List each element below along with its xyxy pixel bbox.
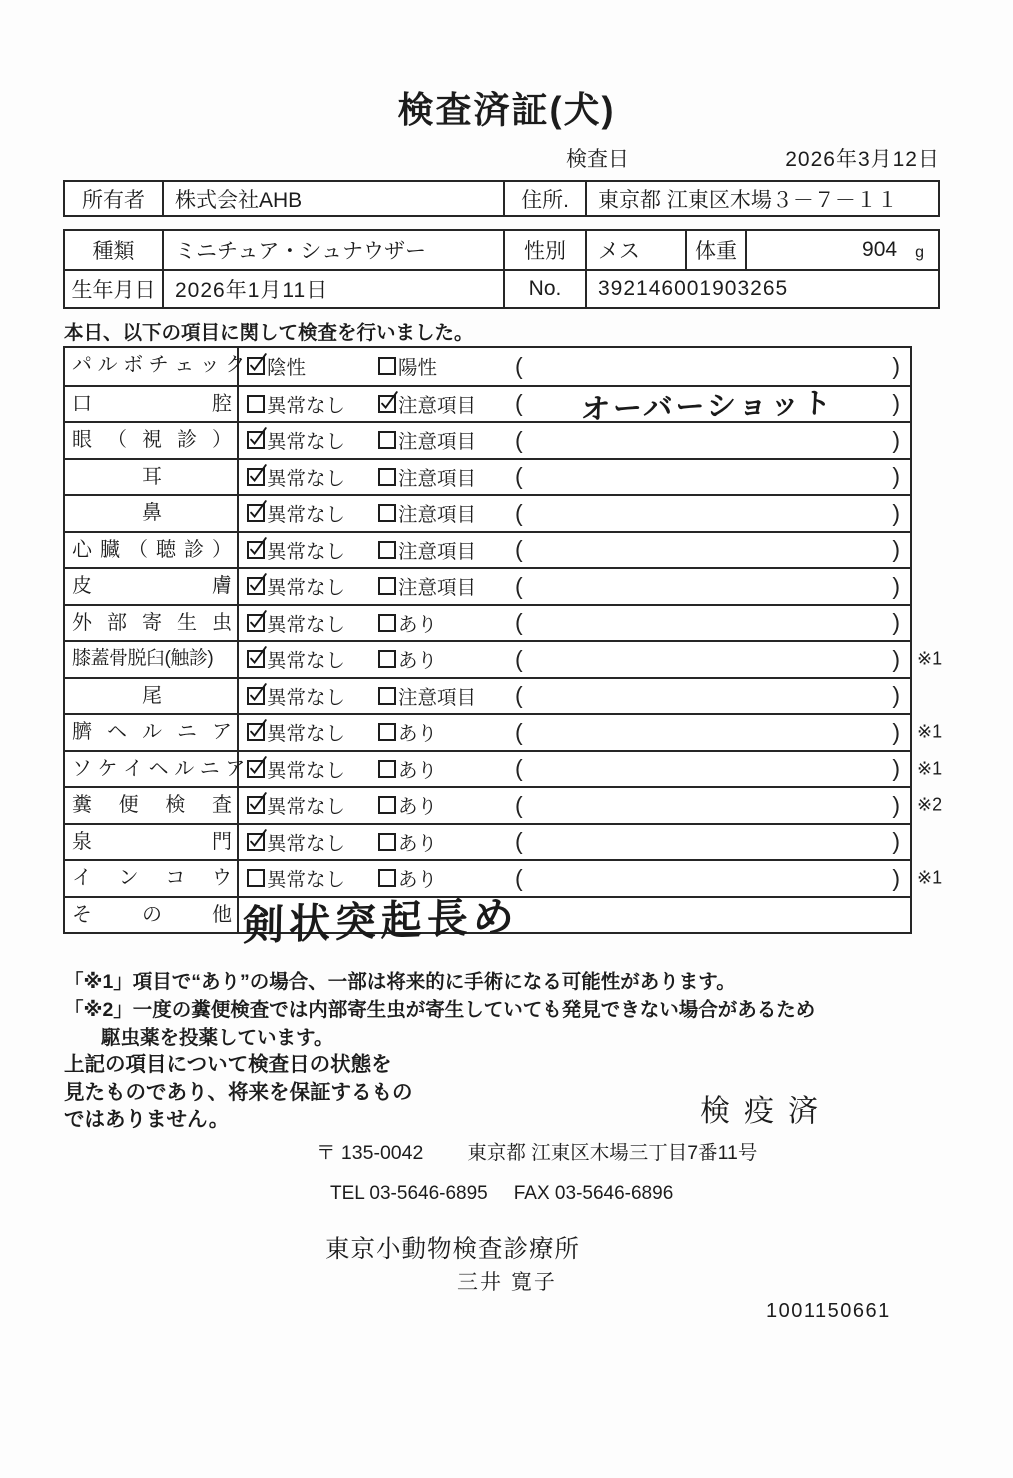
checklist-item-label: 臍 ヘ ル ニ ア <box>65 715 239 750</box>
paren-open-glyph: ( <box>515 426 523 453</box>
pet-info-table <box>63 229 940 309</box>
result-option-1 <box>247 463 378 491</box>
checklist-item-label: 耳 <box>65 460 239 495</box>
result-option-1 <box>247 499 378 527</box>
check-mark-icon <box>249 579 263 593</box>
paren-open-glyph: ( <box>515 791 523 818</box>
clinic-telfax-line <box>330 1183 673 1205</box>
paren-open-glyph: ( <box>515 572 523 599</box>
option-label: 異常なし <box>267 759 346 782</box>
option-label: あり <box>398 613 438 636</box>
inspection-date-label: 検査日 <box>566 148 629 171</box>
checkbox-icon <box>378 833 396 851</box>
paren-close-glyph: ) <box>892 791 900 818</box>
remarks-field <box>515 427 910 454</box>
remarks-field <box>515 865 910 892</box>
checklist-item-result <box>239 533 910 568</box>
checklist-item-result <box>239 423 910 458</box>
examiner-name: 三井 寛子 <box>457 1271 557 1294</box>
checklist-item-label: パ ル ボ チ ェ ッ ク <box>65 348 239 385</box>
checklist-item-label: 膝蓋骨脱臼(触診) <box>65 642 239 677</box>
result-option-1 <box>247 791 378 819</box>
inspection-date-value: 2026年3月12日 <box>785 148 940 171</box>
checklist-item-result <box>239 752 910 787</box>
checkbox-icon <box>378 468 396 486</box>
check-mark-icon <box>249 470 263 484</box>
remarks-field <box>515 353 910 380</box>
checkbox-icon <box>378 869 396 887</box>
option-label: 異常なし <box>267 832 346 855</box>
paren-open-glyph: ( <box>515 718 523 745</box>
check-mark-icon <box>249 359 263 373</box>
option-label: 異常なし <box>267 796 346 819</box>
result-option-2 <box>378 682 515 710</box>
remarks-field <box>515 383 910 427</box>
remarks-field <box>515 500 910 527</box>
remarks-field <box>515 646 910 673</box>
option-label: 注意項目 <box>398 577 477 600</box>
paren-close-glyph: ) <box>892 463 900 490</box>
checklist-item-label: 皮 膚 <box>65 569 239 604</box>
owner-address-value: 東京都 江東区木場３－７－１１ <box>598 188 898 212</box>
paren-open-glyph: ( <box>515 755 523 782</box>
result-option-1 <box>247 426 378 454</box>
checkbox-icon <box>378 614 396 632</box>
remarks-field <box>515 719 910 746</box>
checklist-item-result <box>239 642 910 677</box>
disclaimer-line-1: 上記の項目について検査日の状態を <box>64 1053 392 1076</box>
result-option-1 <box>247 572 378 600</box>
result-option-1 <box>247 609 378 637</box>
paren-open-glyph: ( <box>515 645 523 672</box>
paren-open-glyph: ( <box>515 682 523 709</box>
result-option-2 <box>378 718 515 746</box>
result-option-2 <box>378 352 515 380</box>
paren-close-glyph: ) <box>892 390 900 417</box>
checkbox-icon <box>378 650 396 668</box>
checklist-item-label: 鼻 <box>65 496 239 531</box>
result-option-2 <box>378 828 515 856</box>
check-mark-icon <box>249 762 263 776</box>
checkbox-icon <box>378 541 396 559</box>
result-option-2 <box>378 791 515 819</box>
option-label: 陽性 <box>398 357 438 380</box>
checklist-row <box>65 786 943 823</box>
remarks-field <box>515 609 910 636</box>
checklist-item-label: そ の 他 <box>65 898 239 933</box>
checklist-table <box>63 346 943 950</box>
certificate-title: 検査済証(犬) <box>397 89 616 130</box>
remarks-field <box>515 682 910 709</box>
row-footnote-ref: ※1 <box>917 758 943 779</box>
remarks-slot <box>523 383 893 427</box>
handwritten-note: 剣状突起長め <box>242 893 520 950</box>
result-option-2 <box>378 572 515 600</box>
remarks-field <box>515 536 910 563</box>
breed-value: ミニチュア・シュナウザー <box>164 231 505 269</box>
checklist-row <box>65 567 910 604</box>
checklist-row <box>65 531 910 568</box>
checklist-item-label: 泉 門 <box>65 825 239 860</box>
result-option-2 <box>378 755 515 783</box>
paren-close-glyph: ) <box>892 718 900 745</box>
option-label: 注意項目 <box>398 431 477 454</box>
checkbox-icon <box>247 395 265 413</box>
checkbox-icon <box>247 614 265 632</box>
result-option-2 <box>378 609 515 637</box>
option-label: 異常なし <box>267 869 346 892</box>
checklist-item-result <box>239 460 910 495</box>
weight-unit: g <box>915 243 924 261</box>
check-mark-icon <box>249 725 263 739</box>
serial-number: 1001150661 <box>766 1300 891 1322</box>
option-label: あり <box>398 869 438 892</box>
checkbox-icon <box>247 723 265 741</box>
paren-open-glyph: ( <box>515 609 523 636</box>
checklist-item-result <box>239 569 910 604</box>
checkbox-icon <box>378 796 396 814</box>
checklist-row <box>65 823 910 860</box>
owner-address-label: 住所. <box>505 182 587 215</box>
checklist-item-result <box>239 825 910 860</box>
checkbox-icon <box>247 577 265 595</box>
option-label: あり <box>398 650 438 673</box>
result-option-1 <box>247 536 378 564</box>
checklist-row <box>65 458 910 495</box>
result-option-2 <box>378 536 515 564</box>
option-label: 異常なし <box>267 394 346 417</box>
weight-value: 904 <box>862 238 898 261</box>
checklist-item-result <box>239 606 910 641</box>
check-mark-icon <box>249 616 263 630</box>
checkbox-icon <box>378 577 396 595</box>
checklist-item-result <box>239 387 910 427</box>
paren-close-glyph: ) <box>892 352 900 379</box>
checklist-row <box>65 604 910 641</box>
option-label: 異常なし <box>267 723 346 746</box>
checklist-row <box>65 348 910 385</box>
checkbox-icon <box>247 760 265 778</box>
row-footnote-ref: ※1 <box>917 721 943 742</box>
option-label: あり <box>398 759 438 782</box>
footnote-1: 「※1」項目で“あり”の場合、一部は将来的に手術になる可能性があります。 <box>64 971 736 993</box>
result-option-2 <box>378 390 515 418</box>
owner-table <box>63 180 940 217</box>
birth-label: 生年月日 <box>65 271 164 307</box>
footnote-2: 「※2」一度の糞便検査では内部寄生虫が寄生していても発見できない場合があるため <box>64 999 816 1021</box>
checklist-item-label: ソ ケ イ ヘ ル ニ ア <box>65 752 239 787</box>
paren-close-glyph: ) <box>892 755 900 782</box>
checklist-item-result <box>239 496 910 531</box>
remarks-field <box>515 463 910 490</box>
footnote-2-continued: 駆虫薬を投薬しています。 <box>101 1027 334 1049</box>
result-option-1 <box>247 682 378 710</box>
paren-close-glyph: ) <box>892 499 900 526</box>
paren-close-glyph: ) <box>892 609 900 636</box>
checklist-item-label: イ ン コ ウ <box>65 861 239 896</box>
paren-close-glyph: ) <box>892 864 900 891</box>
result-option-1 <box>247 718 378 746</box>
checklist-row <box>65 893 910 950</box>
checklist-row <box>65 677 910 714</box>
remarks-field <box>515 573 910 600</box>
checklist-item-label: 口 腔 <box>65 387 239 422</box>
result-option-1 <box>247 645 378 673</box>
remarks-field <box>515 792 910 819</box>
paren-open-glyph: ( <box>515 828 523 855</box>
check-mark-icon <box>249 835 263 849</box>
option-label: 注意項目 <box>398 394 477 417</box>
remarks-field <box>515 755 910 782</box>
option-label: 注意項目 <box>398 504 477 527</box>
pet-row-2 <box>65 269 938 307</box>
option-label: 異常なし <box>267 504 346 527</box>
option-label: 異常なし <box>267 686 346 709</box>
checklist-row <box>65 750 943 787</box>
pet-row-1 <box>65 231 938 269</box>
check-mark-icon <box>249 689 263 703</box>
paren-open-glyph: ( <box>515 390 523 417</box>
sex-label: 性別 <box>505 231 587 269</box>
check-mark-icon <box>249 798 263 812</box>
owner-name: 株式会社AHB <box>164 182 505 215</box>
checklist-item-result <box>239 679 910 714</box>
paren-close-glyph: ) <box>892 426 900 453</box>
check-mark-icon <box>249 543 263 557</box>
checklist-item-result <box>239 893 910 950</box>
checklist-item-label: 糞 便 検 査 <box>65 788 239 823</box>
handwritten-note: オーバーショット <box>579 387 835 427</box>
postal-code: 〒 135-0042 <box>316 1142 424 1164</box>
checkbox-icon <box>378 723 396 741</box>
result-option-2 <box>378 463 515 491</box>
result-option-1 <box>247 828 378 856</box>
checklist-item-result <box>239 348 910 385</box>
paren-open-glyph: ( <box>515 463 523 490</box>
id-no-label: No. <box>505 271 587 307</box>
birth-value: 2026年1月11日 <box>164 271 505 307</box>
checkbox-icon <box>247 504 265 522</box>
checklist-row <box>65 494 910 531</box>
result-option-2 <box>378 499 515 527</box>
option-label: 注意項目 <box>398 467 477 490</box>
breed-label: 種類 <box>65 231 164 269</box>
paren-open-glyph: ( <box>515 352 523 379</box>
paren-close-glyph: ) <box>892 572 900 599</box>
checklist-row <box>65 713 943 750</box>
check-mark-icon <box>249 652 263 666</box>
paren-close-glyph: ) <box>892 536 900 563</box>
checklist-item-result <box>239 715 910 750</box>
checkbox-icon <box>247 541 265 559</box>
checkbox-icon <box>247 357 265 375</box>
option-label: 異常なし <box>267 540 346 563</box>
checkbox-icon <box>247 431 265 449</box>
paren-close-glyph: ) <box>892 682 900 709</box>
checklist-item-label: 心 臓 （ 聴 診 ） <box>65 533 239 568</box>
checklist-row <box>65 640 943 677</box>
paren-open-glyph: ( <box>515 864 523 891</box>
result-option-2 <box>378 426 515 454</box>
checklist-item-result <box>239 788 910 823</box>
checkbox-icon <box>378 357 396 375</box>
weight-value-cell <box>747 231 938 269</box>
row-footnote-ref: ※1 <box>917 867 943 888</box>
paren-open-glyph: ( <box>515 499 523 526</box>
option-label: あり <box>398 796 438 819</box>
checkbox-icon <box>247 796 265 814</box>
checkbox-icon <box>247 869 265 887</box>
result-option-1 <box>247 352 378 380</box>
checklist-item-label: 外 部 寄 生 虫 <box>65 606 239 641</box>
option-label: 注意項目 <box>398 540 477 563</box>
row-footnote-ref: ※2 <box>917 794 943 815</box>
checklist-intro: 本日、以下の項目に関して検査を行いました。 <box>64 322 474 344</box>
checkbox-icon <box>378 504 396 522</box>
weight-label: 体重 <box>687 231 747 269</box>
checkbox-icon <box>247 468 265 486</box>
checklist-row <box>65 385 910 427</box>
option-label: 異常なし <box>267 650 346 673</box>
checkbox-icon <box>247 833 265 851</box>
checkbox-icon <box>378 431 396 449</box>
check-mark-icon <box>249 506 263 520</box>
check-mark-icon <box>249 433 263 447</box>
paren-open-glyph: ( <box>515 536 523 563</box>
id-no-value: 392146001903265 <box>598 277 789 300</box>
clinic-fax: FAX 03-5646-6896 <box>513 1183 674 1204</box>
quarantine-stamp: 検疫済 <box>700 1095 832 1128</box>
result-option-1 <box>247 755 378 783</box>
clinic-postal-line <box>316 1137 757 1165</box>
option-label: 異常なし <box>267 577 346 600</box>
checkbox-icon <box>378 760 396 778</box>
result-option-2 <box>378 645 515 673</box>
check-mark-icon <box>380 397 394 411</box>
clinic-tel: TEL 03-5646-6895 <box>330 1183 488 1204</box>
row-footnote-ref: ※1 <box>917 648 943 669</box>
option-label: 異常なし <box>267 613 346 636</box>
option-label: 異常なし <box>267 431 346 454</box>
result-option-1 <box>247 390 378 418</box>
checklist-item-label: 尾 <box>65 679 239 714</box>
option-label: 注意項目 <box>398 686 477 709</box>
remarks-field <box>515 828 910 855</box>
disclaimer-paragraph <box>64 1051 413 1134</box>
checkbox-icon <box>247 650 265 668</box>
disclaimer-line-2: 見たものであり、将来を保証するもの <box>64 1080 413 1104</box>
owner-row <box>65 182 938 215</box>
owner-label: 所有者 <box>65 182 164 215</box>
checklist-row <box>65 421 910 458</box>
option-label: あり <box>398 723 438 746</box>
disclaimer-line-3: ではありません。 <box>64 1108 230 1131</box>
sex-value: メス <box>587 231 687 269</box>
clinic-address: 東京都 江東区木場三丁目7番11号 <box>467 1142 758 1164</box>
checkbox-icon <box>378 687 396 705</box>
paren-close-glyph: ) <box>892 645 900 672</box>
clinic-name: 東京小動物検査診療所 <box>325 1236 580 1263</box>
checkbox-icon <box>378 395 396 413</box>
option-label: あり <box>398 832 438 855</box>
checkbox-icon <box>247 687 265 705</box>
paren-close-glyph: ) <box>892 828 900 855</box>
option-label: 異常なし <box>267 467 346 490</box>
checklist-item-label: 眼 （ 視 診 ） <box>65 423 239 458</box>
option-label: 陰性 <box>267 357 307 380</box>
